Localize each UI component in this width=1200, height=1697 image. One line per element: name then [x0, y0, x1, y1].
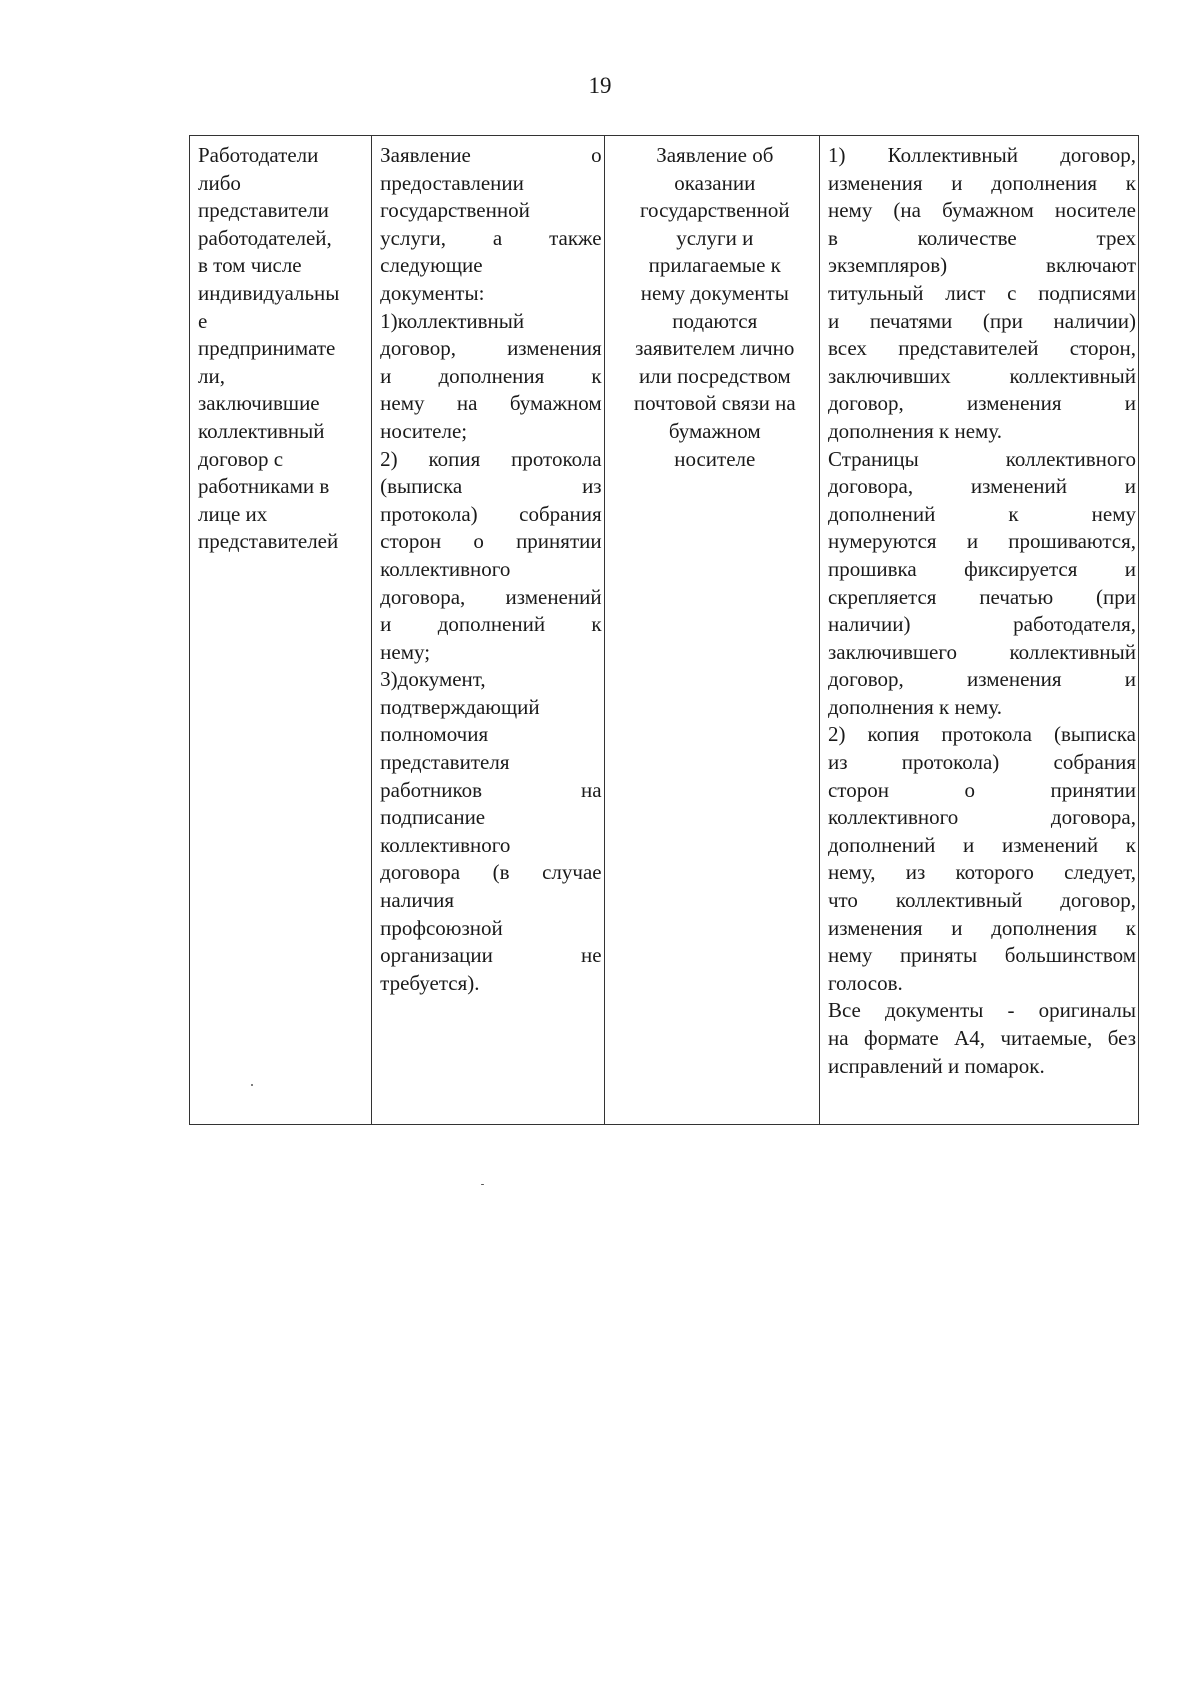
- scan-speck: [251, 1084, 253, 1086]
- cell-line: в количестве трех: [827, 225, 1136, 250]
- cell-line: протокола) собрания: [380, 501, 602, 526]
- cell-line: работников на: [380, 777, 602, 802]
- cell-line: следующие: [380, 253, 483, 278]
- cell-line: ли,: [198, 363, 225, 388]
- cell-line: дополнений к нему: [827, 501, 1136, 526]
- cell-line: государственной: [639, 198, 790, 223]
- cell-line: или посредством: [638, 363, 791, 388]
- cell-line: изменения и дополнения к: [827, 170, 1136, 195]
- cell-line: лице их: [198, 501, 268, 526]
- cell-line: подписание: [380, 805, 486, 830]
- cell-line: изменения и дополнения к: [827, 915, 1136, 940]
- cell-line: и дополнений к: [380, 612, 602, 637]
- cell-line: 1)коллективный: [380, 308, 525, 333]
- cell-line: титульный лист с подписями: [827, 280, 1136, 305]
- cell-line: нему, из которого следует,: [827, 860, 1136, 885]
- cell-line: Работодатели: [198, 143, 319, 167]
- cell-line: 3)документ,: [380, 667, 486, 692]
- cell-line: что коллективный договор,: [827, 888, 1136, 913]
- cell-line: профсоюзной: [380, 915, 503, 940]
- cell-line: договора, изменений и: [827, 474, 1136, 499]
- cell-line: оказании: [674, 170, 756, 195]
- cell-line: дополнения к нему.: [827, 694, 1002, 719]
- cell-line: наличии) работодателя,: [827, 612, 1136, 637]
- cell-line: работниками в: [198, 474, 330, 499]
- document-table: [189, 135, 1139, 1125]
- applicant-text: [198, 142, 369, 556]
- requirements-text: [828, 142, 1136, 1080]
- cell-line: услуги, а также: [380, 225, 602, 250]
- cell-line: подтверждающий: [380, 694, 540, 719]
- cell-line: подаются: [672, 308, 758, 333]
- cell-line: е: [198, 308, 208, 333]
- cell-line: либо: [198, 170, 241, 195]
- cell-line: заключившего коллективный: [827, 639, 1136, 664]
- cell-line: предпринимате: [198, 336, 336, 361]
- cell-line: договора (в случае: [380, 860, 602, 885]
- cell-line: сторон о принятии: [380, 529, 602, 554]
- cell-line: нему на бумажном: [380, 391, 602, 416]
- cell-line: 2) копия протокола: [380, 446, 602, 471]
- cell-line: наличия: [380, 888, 455, 913]
- cell-line: 1) Коллективный договор,: [827, 143, 1136, 167]
- cell-line: документы:: [380, 280, 485, 305]
- cell-line: бумажном: [668, 418, 761, 443]
- cell-line: нему (на бумажном носителе: [827, 198, 1136, 223]
- cell-line: прошивка фиксируется и: [827, 556, 1136, 581]
- cell-line: нему документы: [640, 280, 789, 305]
- cell-line: и печатями (при наличии): [827, 308, 1136, 333]
- cell-line: исправлений и помарок.: [827, 1053, 1045, 1078]
- cell-line: всех представителей сторон,: [827, 336, 1136, 361]
- cell-line: нему приняты большинством: [827, 943, 1136, 968]
- cell-line: носителе;: [380, 418, 468, 443]
- cell-line: дополнений и изменений к: [827, 832, 1136, 857]
- cell-line: коллективного договора,: [827, 805, 1136, 830]
- cell-line: Заявление об: [656, 143, 774, 167]
- cell-line: в том числе: [198, 253, 302, 278]
- cell-line: голосов.: [827, 970, 903, 995]
- cell-line: договора, изменений: [380, 584, 602, 609]
- cell-line: нумеруются и прошиваются,: [827, 529, 1136, 554]
- cell-line: коллективного: [380, 556, 511, 581]
- page-number: 19: [588, 73, 612, 98]
- cell-line: заключивших коллективный: [827, 363, 1136, 388]
- cell-line: Все документы - оригиналы: [827, 998, 1136, 1023]
- cell-line: на формате А4, читаемые, без: [827, 1026, 1136, 1050]
- cell-line: индивидуальны: [198, 280, 340, 305]
- applicant-cell: [190, 136, 372, 1125]
- cell-line: Страницы коллективного: [827, 446, 1136, 471]
- cell-line: представителей: [198, 529, 339, 554]
- table-row: [190, 136, 1139, 1125]
- cell-line: организации не: [380, 943, 602, 968]
- cell-line: почтовой связи на: [633, 391, 796, 416]
- cell-line: экземпляров) включают: [827, 253, 1136, 278]
- cell-line: прилагаемые к: [648, 253, 781, 278]
- cell-line: договор, изменения и: [827, 667, 1136, 692]
- cell-line: договор с: [198, 446, 284, 471]
- cell-line: коллективного: [380, 832, 511, 857]
- cell-line: заявителем лично: [635, 336, 795, 361]
- cell-line: требуется).: [380, 970, 480, 995]
- documents-list-cell: [372, 136, 604, 1125]
- submission-method-text: [613, 142, 817, 473]
- cell-line: нему;: [380, 639, 431, 664]
- cell-line: скрепляется печатью (при: [827, 584, 1136, 609]
- cell-line: услуги и: [676, 225, 754, 250]
- cell-line: договор, изменения и: [827, 391, 1136, 416]
- cell-line: сторон о принятии: [827, 777, 1136, 802]
- cell-line: представителя: [380, 750, 510, 775]
- cell-line: 2) копия протокола (выписка: [827, 722, 1136, 747]
- cell-line: полномочия: [380, 722, 489, 747]
- cell-line: коллективный: [198, 418, 325, 443]
- cell-line: работодателей,: [198, 225, 332, 250]
- cell-line: договор, изменения: [380, 336, 602, 361]
- cell-line: предоставлении: [380, 170, 524, 195]
- cell-line: Заявление о: [380, 143, 602, 167]
- cell-line: из протокола) собрания: [827, 750, 1136, 775]
- cell-line: государственной: [380, 198, 530, 223]
- cell-line: (выписка из: [380, 474, 602, 499]
- submission-method-cell: [604, 136, 819, 1125]
- documents-list-text: [380, 142, 601, 997]
- cell-line: представители: [198, 198, 329, 223]
- requirements-cell: [819, 136, 1138, 1125]
- cell-line: заключившие: [198, 391, 320, 416]
- scan-speck: [481, 1184, 484, 1185]
- cell-line: носителе: [674, 446, 756, 471]
- cell-line: дополнения к нему.: [827, 418, 1002, 443]
- cell-line: и дополнения к: [380, 363, 602, 388]
